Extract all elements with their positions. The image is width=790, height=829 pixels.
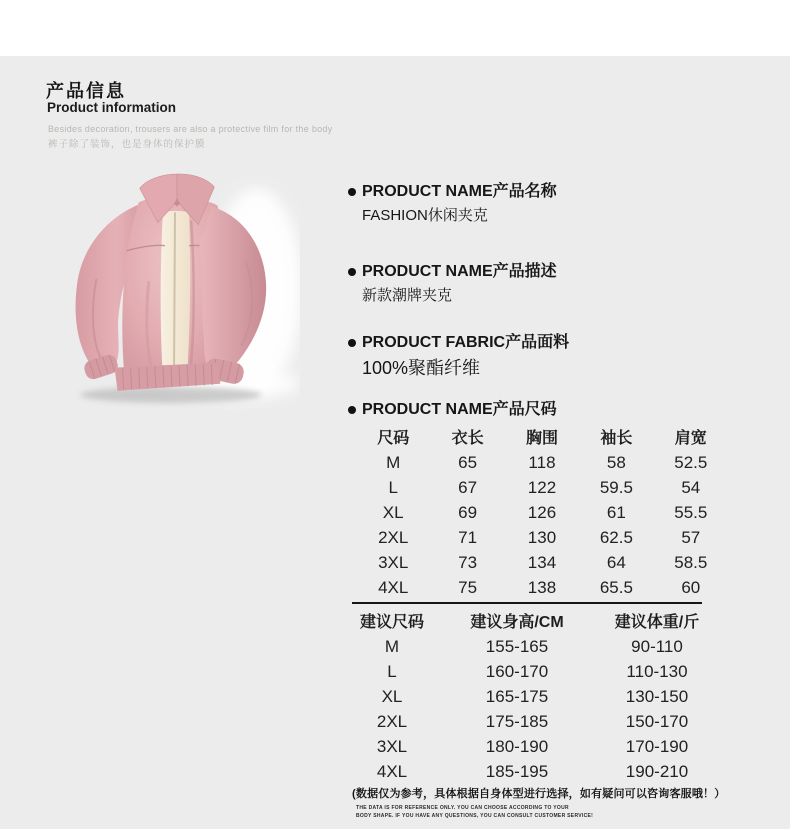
page-title-en: Product information [47,100,176,115]
table-cell: 61 [606,502,626,522]
table-cell: 134 [527,552,557,572]
table-cell: 175-185 [485,711,549,731]
table-cell: 67 [458,477,478,497]
table-row [352,759,712,784]
detail-label: PRODUCT NAME产品名称 [362,183,557,200]
table-cell: 138 [527,577,557,597]
table-cell: 180-190 [485,736,549,756]
detail-label: PRODUCT FABRIC产品面料 [362,334,570,351]
table-cell: 3XL [378,552,409,572]
detail-label: PRODUCT NAME产品描述 [362,263,557,280]
table-cell: 57 [681,527,701,547]
table-cell: 65 [458,452,478,472]
bullet-dot-icon [348,188,356,196]
table-cell: XL [381,686,403,706]
column-header: 建议身高/CM [470,614,564,631]
table-cell: 150-170 [625,711,689,731]
table-header-row [352,607,712,634]
table-row [352,634,712,659]
table-cell: 64 [606,552,626,572]
detail-item-description [348,262,557,305]
table-row [356,500,728,525]
detail-item-name [348,182,557,225]
table-cell: 160-170 [485,661,549,681]
table-cell: 71 [458,527,478,547]
column-header: 肩宽 [674,430,707,447]
table-cell: 69 [458,502,478,522]
detail-value: 新款潮牌夹克 [362,287,453,304]
table-cell: 55.5 [674,502,708,522]
column-header: 胸围 [525,430,558,447]
table-cell: 130 [527,527,557,547]
bullet-dot-icon [348,406,356,414]
table-cell: 59.5 [599,477,633,497]
top-white-strip [0,0,790,56]
table-cell: 54 [681,477,701,497]
table-cell: L [387,661,397,681]
table-cell: 65.5 [599,577,633,597]
column-header: 建议体重/斤 [614,614,700,631]
table-divider-line [352,602,702,604]
column-header: 袖长 [600,430,633,447]
table-row [352,709,712,734]
table-cell: XL [382,502,404,522]
table-cell: M [384,636,400,656]
table-cell: 60 [681,577,701,597]
page-title-zh: 产品信息 [46,81,126,101]
table-row [356,475,728,500]
detail-value: 100%聚酯纤维 [362,358,481,378]
table-row [356,575,728,600]
detail-item-fabric [348,333,569,377]
table-cell: 73 [458,552,478,572]
table-row [356,450,728,475]
tagline-zh: 裤子除了装饰，也是身体的保护膜 [48,139,206,150]
detail-item-size-heading [348,400,557,420]
table-row [352,659,712,684]
disclaimer-en-line1: THE DATA IS FOR REFERENCE ONLY. YOU CAN CHOOSE ACCORDING TO YOUR [356,805,569,811]
table-cell: 58 [606,452,626,472]
column-header: 衣长 [451,430,484,447]
table-cell: 90-110 [631,636,683,656]
bullet-dot-icon [348,339,356,347]
ground-shadow [80,387,261,403]
table-cell: 165-175 [485,686,549,706]
jacket-zipper [174,212,175,377]
size-table [356,423,728,600]
table-cell: 58.5 [674,552,708,572]
tagline-en: Besides decoration, trousers are also a protective film for the body [48,124,333,134]
detail-label: PRODUCT NAME产品尺码 [362,401,557,418]
table-cell: 3XL [376,736,408,756]
table-cell: 2XL [376,711,408,731]
product-photo-jacket [48,160,300,412]
table-cell: 126 [527,502,557,522]
table-row [356,525,728,550]
table-cell: 130-150 [625,686,689,706]
table-cell: 118 [528,452,556,472]
disclaimer-en-line2: BODY SHAPE. IF YOU HAVE ANY QUESTIONS, YOU CAN CONSULT CUSTOMER SERVICE! [356,813,594,819]
column-header: 尺码 [377,430,410,447]
table-cell: 2XL [378,527,409,547]
table-row [352,734,712,759]
suggest-table [352,607,712,784]
table-cell: 122 [527,477,557,497]
table-cell: 155-165 [485,636,549,656]
table-cell: 4XL [378,577,409,597]
table-cell: 4XL [376,761,408,781]
table-header-row [356,423,728,450]
column-header: 建议尺码 [359,614,424,631]
table-cell: 62.5 [599,527,633,547]
table-row [356,550,728,575]
bullet-dot-icon [348,268,356,276]
table-cell: 75 [458,577,478,597]
table-row [352,684,712,709]
table-cell: 185-195 [485,761,549,781]
table-cell: 190-210 [625,761,689,781]
table-cell: L [388,477,398,497]
table-cell: 170-190 [625,736,689,756]
table-cell: M [386,452,401,472]
table-cell: 110-130 [626,661,688,681]
table-cell: 52.5 [674,452,708,472]
disclaimer-zh: (数据仅为参考，具体根据自身体型进行选择，如有疑问可以咨询客服哦！） [352,788,726,800]
detail-value: FASHION休闲夹克 [362,207,488,224]
